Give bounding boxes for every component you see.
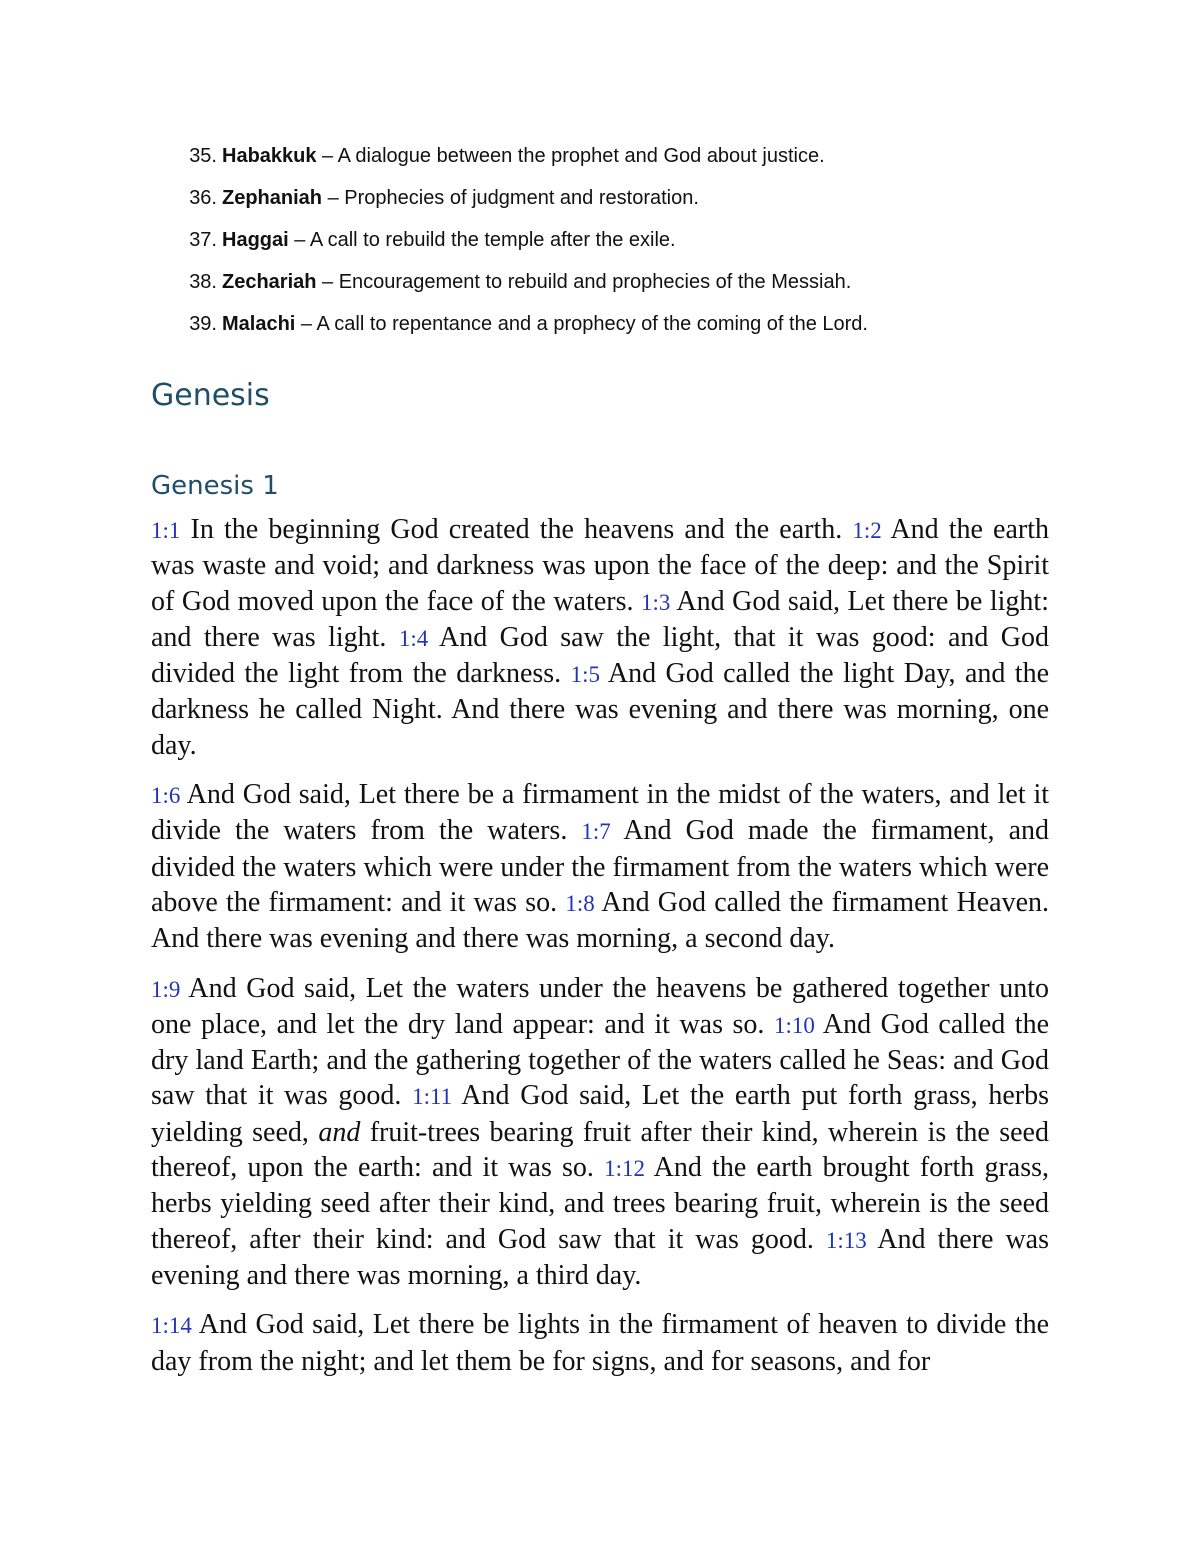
verse-reference: 1:4 [398, 625, 429, 651]
verse-text: And God said, Let there be a firmament in the midst of the waters, and let it divide the waters from the waters. [151, 779, 1049, 847]
verse-text: And God called the firmament Heaven. And there was evening and there was morning, a second day. [151, 886, 1049, 955]
verse-reference: 1:3 [641, 589, 671, 615]
list-item-description: – A dialogue between the prophet and God about justice. [316, 145, 825, 167]
verse-reference: 1:10 [773, 1012, 815, 1038]
list-item-description: – A call to rebuild the temple after the exile. [288, 229, 676, 251]
verse-reference: 1:7 [581, 819, 611, 845]
chapter-text [151, 512, 1049, 1393]
verse-reference: 1:8 [565, 890, 595, 916]
verse-text: And God called the dry land Earth; and the gathering together of the waters called he Seas: and God saw that it was good. [151, 1008, 1049, 1112]
verse-text: And God saw the light, that it was good: and God divided the light from the darkness. [151, 621, 1049, 690]
verse-text: And the earth brought forth grass, herbs yielding seed after their kind, and trees bearing fruit, wherein is the seed thereof, after their kind: and God saw that it was good. [151, 1152, 1050, 1255]
verse-text: And the earth was waste and void; and darkness was upon the face of the deep: and the Spirit of God moved upon the face of the waters. [151, 514, 1049, 617]
list-item-description: – A call to repentance and a prophecy of the coming of the Lord. [295, 313, 868, 335]
verse-text: And God said, Let the earth put forth grass, herbs yielding seed, [151, 1080, 1049, 1148]
verse-reference: 1:6 [151, 783, 181, 809]
verse-reference: 1:11 [412, 1084, 453, 1110]
verse-text: And God said, Let there be light: and there was light. [151, 585, 1049, 653]
verse-reference: 1:9 [151, 976, 181, 1002]
list-item-number: 39. [189, 313, 217, 335]
verse-italic-word: and [318, 1116, 361, 1148]
paragraph [151, 971, 1049, 1294]
verse-text: In the beginning God created the heavens and the earth. [180, 514, 853, 545]
list-item-book-name: Zechariah [222, 271, 317, 293]
list-item-book-name: Habakkuk [222, 145, 317, 167]
list-item [151, 268, 1049, 310]
list-item-description: – Encouragement to rebuild and prophecies of the Messiah. [316, 271, 852, 293]
chapter-heading: Genesis 1 [151, 471, 279, 501]
paragraph [151, 1307, 1049, 1379]
list-item-number: 38. [189, 271, 217, 293]
verse-text: And God said, Let the waters under the heavens be gathered together unto one place, and let the dry land appear: and it was so. [151, 972, 1049, 1040]
minor-prophets-list [151, 142, 1049, 352]
list-item [151, 184, 1049, 226]
list-item-number: 36. [189, 187, 217, 209]
paragraph [151, 512, 1049, 763]
list-item-number: 35. [189, 145, 217, 167]
list-item-book-name: Haggai [222, 229, 289, 251]
verse-reference: 1:13 [825, 1227, 867, 1253]
list-item-number: 37. [189, 229, 217, 251]
verse-text: fruit-trees bearing fruit after their kind, wherein is the seed thereof, upon the earth: and it was so. [151, 1116, 1049, 1184]
verse-text: And there was evening and there was morning, a third day. [151, 1223, 1050, 1291]
verse-reference: 1:2 [852, 518, 882, 543]
list-item [151, 310, 1049, 352]
verse-reference: 1:5 [570, 662, 600, 688]
paragraph [151, 777, 1049, 956]
list-item [151, 142, 1049, 184]
verse-text: And God called the light Day, and the darkness he called Night. And there was evening and there was morning, one day. [151, 658, 1050, 761]
verse-reference: 1:1 [151, 518, 181, 543]
verse-reference: 1:14 [151, 1313, 192, 1339]
list-item-book-name: Zephaniah [222, 187, 323, 209]
verse-text: And God said, Let there be lights in the firmament of heaven to divide the day from the night; and let them be for signs, and for seasons, and for [151, 1309, 1049, 1377]
list-item-description: – Prophecies of judgment and restoration. [322, 187, 699, 209]
list-item [151, 226, 1049, 268]
book-heading: Genesis [151, 378, 270, 413]
list-item-book-name: Malachi [222, 313, 296, 335]
verse-reference: 1:12 [604, 1156, 645, 1182]
verse-text: And God made the firmament, and divided the waters which were under the firmament from the waters which were above the firmament: and it was so. [151, 815, 1049, 918]
